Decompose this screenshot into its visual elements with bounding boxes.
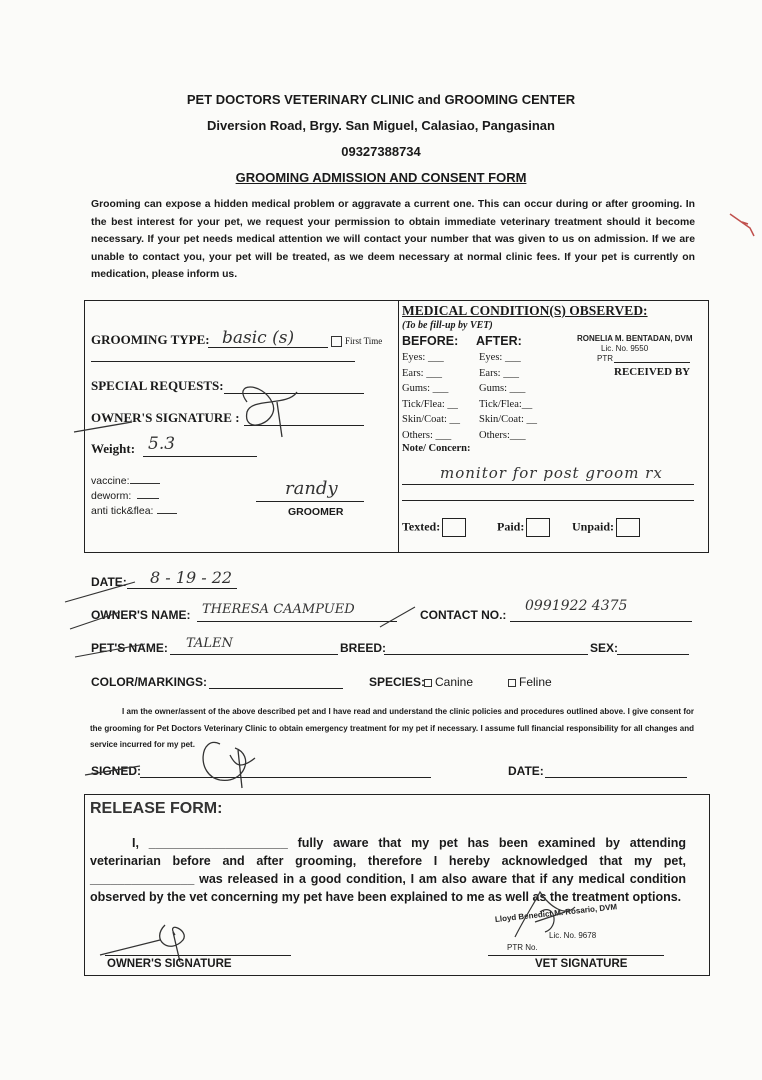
paid-label: Paid: bbox=[497, 519, 525, 534]
vet-stamp-lic: Lic. No. 9550 bbox=[601, 344, 649, 353]
intro-paragraph: Grooming can expose a hidden medical problem or aggravate a current one. This can occur during or after grooming. In the best interest for your pet, we request your permission to obtain immediate veterinary treatment should it become necessary. If your pet needs medical attention we will contact your number that was given to us on admission. If we are unable to contact you, your pet will be treated, as we deem necessary at normal clinic fees. If your pet is currently on medication, please inform us. bbox=[91, 199, 695, 280]
after-item[interactable]: Others:___ bbox=[479, 429, 526, 441]
vet-sig-line[interactable] bbox=[488, 955, 664, 956]
signed-date-field[interactable] bbox=[545, 777, 687, 778]
contact-value[interactable]: 0991922 4375 bbox=[525, 598, 628, 614]
texted-label: Texted: bbox=[402, 519, 441, 534]
grooming-type-value[interactable]: basic (s) bbox=[222, 328, 295, 348]
owner-signature-scribble bbox=[72, 382, 302, 442]
medical-title: MEDICAL CONDITION(S) OBSERVED: bbox=[402, 303, 648, 318]
grooming-extra-line bbox=[91, 361, 355, 362]
contact-label: CONTACT NO.: bbox=[420, 608, 507, 622]
received-by-label: RECEIVED BY bbox=[614, 366, 691, 378]
pen-mark-icon bbox=[728, 210, 758, 240]
clinic-name: PET DOCTORS VETERINARY CLINIC and GROOMING CENTER bbox=[186, 92, 576, 107]
medical-subtitle: (To be fill-up by VET) bbox=[402, 320, 493, 331]
signed-label: SIGNED: bbox=[91, 764, 142, 778]
breed-label: BREED: bbox=[340, 641, 387, 655]
release-title: RELEASE FORM: bbox=[90, 800, 223, 817]
species-label: SPECIES: bbox=[369, 675, 426, 689]
antitick-field[interactable] bbox=[91, 505, 177, 517]
owner-name-value[interactable]: THERESA CAAMPUED bbox=[202, 602, 355, 617]
clinic-phone: 09327388734 bbox=[341, 144, 421, 159]
before-item[interactable]: Others: ___ bbox=[402, 429, 452, 441]
consent-paragraph: I am the owner/assent of the above described pet and I have read and understand the clinic policies and procedures outlined above. I give consent for the grooming for Pet Doctors Veterinary Clinic to obtain emergency treatment for my pet if necessary. I assume full financial responsibility for all changes and service incurred for my pet. bbox=[90, 707, 694, 749]
release-stamp-name: Lloyd Benedict M. Rosario, DVM bbox=[494, 902, 618, 924]
feline-checkbox[interactable] bbox=[508, 679, 516, 687]
vet-stamp-ptr: PTR bbox=[597, 354, 613, 363]
note-label: Note/ Concern: bbox=[402, 443, 471, 454]
clinic-address: Diversion Road, Brgy. San Miguel, Calasiao, Pangasinan bbox=[207, 118, 555, 133]
feline-option[interactable] bbox=[508, 675, 552, 689]
first-time-checkbox[interactable] bbox=[331, 336, 342, 347]
release-stamp-lic: Lic. No. 9678 bbox=[549, 931, 597, 940]
owner-name-label: OWNER'S NAME: bbox=[91, 608, 191, 622]
canine-label: Canine bbox=[435, 675, 474, 689]
received-by-line bbox=[614, 362, 690, 363]
unpaid-checkbox[interactable] bbox=[616, 518, 640, 537]
sex-label: SEX: bbox=[590, 641, 619, 655]
before-item[interactable]: Skin/Coat: __ bbox=[402, 414, 461, 426]
canine-checkbox[interactable] bbox=[424, 679, 432, 687]
canine-option[interactable] bbox=[424, 675, 473, 689]
pet-name-label: PET'S NAME: bbox=[91, 641, 168, 655]
after-item[interactable]: Gums: ___ bbox=[479, 383, 526, 395]
form-title: GROOMING ADMISSION AND CONSENT FORM bbox=[235, 170, 527, 185]
texted-field[interactable] bbox=[402, 518, 466, 537]
before-item[interactable]: Ears: ___ bbox=[402, 367, 442, 379]
feline-label: Feline bbox=[519, 675, 552, 689]
vaccine-label: vaccine: bbox=[91, 475, 130, 487]
groomer-label: GROOMER bbox=[288, 506, 344, 518]
deworm-label: deworm: bbox=[91, 490, 132, 502]
panel-divider bbox=[398, 300, 399, 552]
consent-signature-scribble bbox=[70, 730, 270, 790]
paid-field[interactable] bbox=[497, 518, 550, 537]
before-list bbox=[402, 350, 460, 444]
vaccine-field[interactable] bbox=[91, 475, 160, 487]
strike-marks bbox=[60, 572, 420, 662]
date-value[interactable]: 8 - 19 - 22 bbox=[150, 568, 233, 587]
before-item[interactable]: Gums: ___ bbox=[402, 383, 449, 395]
pet-name-value[interactable]: TALEN bbox=[186, 636, 233, 651]
after-item[interactable]: Tick/Flea:__ bbox=[479, 398, 533, 410]
unpaid-label: Unpaid: bbox=[572, 519, 615, 534]
groomer-name[interactable]: randy bbox=[285, 478, 338, 499]
note-value[interactable]: monitor for post groom rx bbox=[440, 464, 663, 482]
after-item[interactable]: Skin/Coat: __ bbox=[479, 414, 538, 426]
signed-date-label: DATE: bbox=[508, 764, 544, 778]
release-paragraph: I, ____________________ fully aware that my pet has been examined by attending veterinarian before and after grooming, therefore I hereby acknowledged that my pet, _______________ was released in a good condition, I am also aware that if any medical condition observed by the vet concerning my pet have been explained to me as well as the treatment options. bbox=[90, 836, 686, 904]
deworm-field[interactable] bbox=[91, 490, 159, 502]
color-field[interactable] bbox=[209, 688, 343, 689]
texted-checkbox[interactable] bbox=[442, 518, 466, 537]
weight-field bbox=[143, 456, 257, 457]
sex-field[interactable] bbox=[617, 654, 689, 655]
antitick-label: anti tick&flea: bbox=[91, 505, 154, 517]
before-label: BEFORE: bbox=[402, 334, 459, 348]
before-item[interactable]: Tick/Flea: __ bbox=[402, 398, 458, 410]
release-owner-signature-scribble bbox=[95, 910, 215, 965]
paid-checkbox[interactable] bbox=[526, 518, 550, 537]
release-stamp-ptr: PTR No. bbox=[507, 943, 538, 952]
vet-stamp-name: RONELIA M. BENTADAN, DVM bbox=[577, 334, 693, 343]
before-item[interactable]: Eyes: ___ bbox=[402, 352, 444, 363]
color-label: COLOR/MARKINGS: bbox=[91, 675, 207, 689]
after-label: AFTER: bbox=[476, 334, 522, 348]
first-time-label: First Time bbox=[345, 336, 383, 346]
after-list bbox=[479, 350, 537, 444]
owner-signature-label: OWNER'S SIGNATURE : bbox=[91, 410, 240, 425]
weight-value[interactable]: 5.3 bbox=[148, 434, 176, 454]
first-time-option[interactable] bbox=[331, 336, 382, 347]
unpaid-field[interactable] bbox=[572, 518, 640, 537]
owner-sig-label: OWNER'S SIGNATURE bbox=[107, 958, 232, 970]
after-item[interactable]: Ears: ___ bbox=[479, 367, 519, 379]
special-requests-label: SPECIAL REQUESTS: bbox=[91, 378, 224, 393]
date-label: DATE: bbox=[91, 575, 127, 589]
vet-signature-scribble bbox=[505, 882, 585, 952]
vet-sig-label: VET SIGNATURE bbox=[535, 958, 628, 970]
after-item[interactable]: Eyes: ___ bbox=[479, 352, 521, 363]
weight-label: Weight: bbox=[91, 441, 136, 456]
grooming-type-label: GROOMING TYPE: bbox=[91, 332, 210, 347]
